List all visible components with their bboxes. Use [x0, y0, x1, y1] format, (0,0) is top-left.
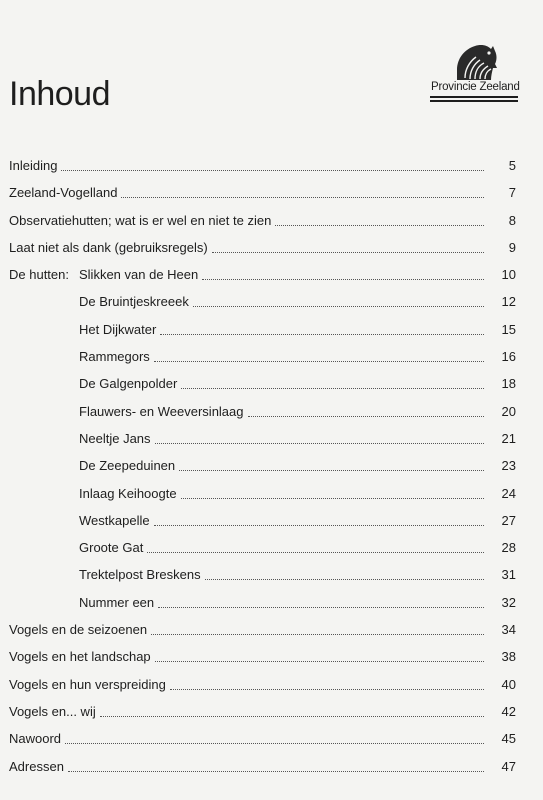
page-title: Inhoud [9, 75, 110, 113]
toc-entry-page: 24 [501, 485, 516, 501]
dot-leader [121, 180, 484, 198]
toc-entry-title: Inleiding [9, 158, 58, 173]
toc-entry[interactable] [9, 453, 516, 480]
dot-leader [65, 726, 484, 744]
toc-entry-page: 34 [501, 622, 516, 638]
dot-leader [155, 426, 484, 444]
toc-entry[interactable] [9, 153, 516, 180]
toc-entry-page: 40 [501, 676, 516, 692]
dot-leader [212, 235, 484, 253]
dot-leader [193, 289, 484, 307]
toc-entry[interactable] [9, 617, 516, 644]
toc-entry[interactable] [9, 754, 516, 781]
toc-entry[interactable] [9, 180, 516, 207]
dot-leader [151, 617, 484, 635]
dot-leader [158, 590, 484, 608]
toc-entry[interactable] [9, 562, 516, 589]
dot-leader [181, 371, 484, 389]
toc-entry[interactable] [9, 262, 516, 289]
toc-entry-page: 31 [501, 567, 516, 583]
toc-entry[interactable] [9, 208, 516, 235]
dot-leader [160, 317, 484, 335]
table-of-contents [9, 153, 516, 781]
toc-entry-title: Inlaag Keihoogte [79, 485, 177, 501]
toc-entry-prefix: De hutten: [9, 267, 69, 283]
toc-entry-title: Slikken van de Heen [79, 267, 199, 283]
toc-entry-title: Zeeland-Vogelland [9, 185, 118, 201]
toc-entry[interactable] [9, 399, 516, 426]
toc-entry-title: Trektelpost Breskens [79, 567, 201, 583]
toc-entry[interactable] [9, 672, 516, 699]
toc-entry-title: Vogels en hun verspreiding [9, 676, 166, 692]
dot-leader [100, 699, 484, 717]
toc-entry-title: Vogels en de seizoenen [9, 622, 148, 638]
dot-leader [181, 481, 484, 499]
toc-entry-title: Flauwers- en Weeversinlaag [79, 403, 244, 419]
toc-entry[interactable] [9, 699, 516, 726]
dot-leader [154, 344, 484, 362]
dot-leader [155, 644, 484, 662]
toc-entry-page: 42 [501, 703, 516, 719]
logo-bar [430, 100, 518, 102]
toc-entry-title: Observatiehutten; wat is er wel en niet te zien [9, 212, 272, 228]
toc-entry-title: Westkapelle [79, 512, 150, 528]
toc-entry-page: 27 [501, 512, 516, 528]
dot-leader [147, 535, 484, 553]
toc-entry-title: De Galgenpolder [79, 376, 178, 392]
dot-leader [179, 453, 484, 471]
toc-entry[interactable] [9, 371, 516, 398]
toc-entry-page: 23 [501, 458, 516, 474]
toc-entry-title: Neeltje Jans [79, 430, 151, 446]
toc-entry[interactable] [9, 590, 516, 617]
toc-entry-page: 5 [508, 158, 516, 173]
dot-leader [154, 508, 484, 526]
dot-leader [68, 754, 484, 772]
toc-entry[interactable] [9, 317, 516, 344]
toc-entry-title: Adressen [9, 758, 64, 774]
zeeland-lion-icon [451, 40, 499, 84]
toc-entry-page: 8 [508, 212, 516, 228]
toc-entry-title: Rammegors [79, 349, 150, 365]
dot-leader [275, 208, 484, 226]
logo-text: Provincie Zeeland [431, 81, 520, 93]
dot-leader [205, 562, 484, 580]
toc-entry-title: Groote Gat [79, 540, 144, 556]
toc-entry[interactable] [9, 289, 516, 316]
toc-entry-title: Laat niet als dank (gebruiksregels) [9, 239, 208, 255]
dot-leader [248, 399, 485, 417]
toc-entry[interactable] [9, 235, 516, 262]
toc-entry[interactable] [9, 535, 516, 562]
toc-entry-page: 9 [508, 239, 516, 255]
toc-entry-title: Het Dijkwater [79, 321, 157, 337]
toc-entry-title: Vogels en het landschap [9, 649, 151, 665]
toc-entry-title: Nawoord [9, 731, 62, 747]
toc-entry-page: 18 [501, 376, 516, 392]
toc-entry-page: 38 [501, 649, 516, 665]
toc-entry-page: 45 [501, 731, 516, 747]
toc-entry-page: 28 [501, 540, 516, 556]
dot-leader [170, 672, 484, 690]
provincie-zeeland-logo [429, 40, 519, 106]
toc-entry-page: 10 [501, 267, 516, 283]
toc-entry-page: 21 [501, 430, 516, 446]
toc-entry-page: 16 [501, 349, 516, 365]
toc-entry-page: 7 [508, 185, 516, 201]
toc-entry-title: Nummer een [79, 594, 155, 610]
toc-entry[interactable] [9, 426, 516, 453]
toc-entry[interactable] [9, 344, 516, 371]
dot-leader [61, 153, 484, 171]
toc-entry-page: 15 [501, 321, 516, 337]
toc-entry-title: De Bruintjeskreeek [79, 294, 189, 310]
toc-entry-title: De Zeepeduinen [79, 458, 176, 474]
toc-entry[interactable] [9, 508, 516, 535]
toc-entry-page: 47 [501, 758, 516, 774]
toc-entry-page: 12 [501, 294, 516, 310]
toc-entry[interactable] [9, 644, 516, 671]
toc-entry-page: 20 [501, 403, 516, 419]
toc-entry[interactable] [9, 481, 516, 508]
toc-entry-title: Vogels en... wij [9, 703, 96, 719]
logo-bar [430, 96, 518, 98]
toc-entry[interactable] [9, 726, 516, 753]
toc-entry-page: 32 [501, 594, 516, 610]
dot-leader [202, 262, 484, 280]
